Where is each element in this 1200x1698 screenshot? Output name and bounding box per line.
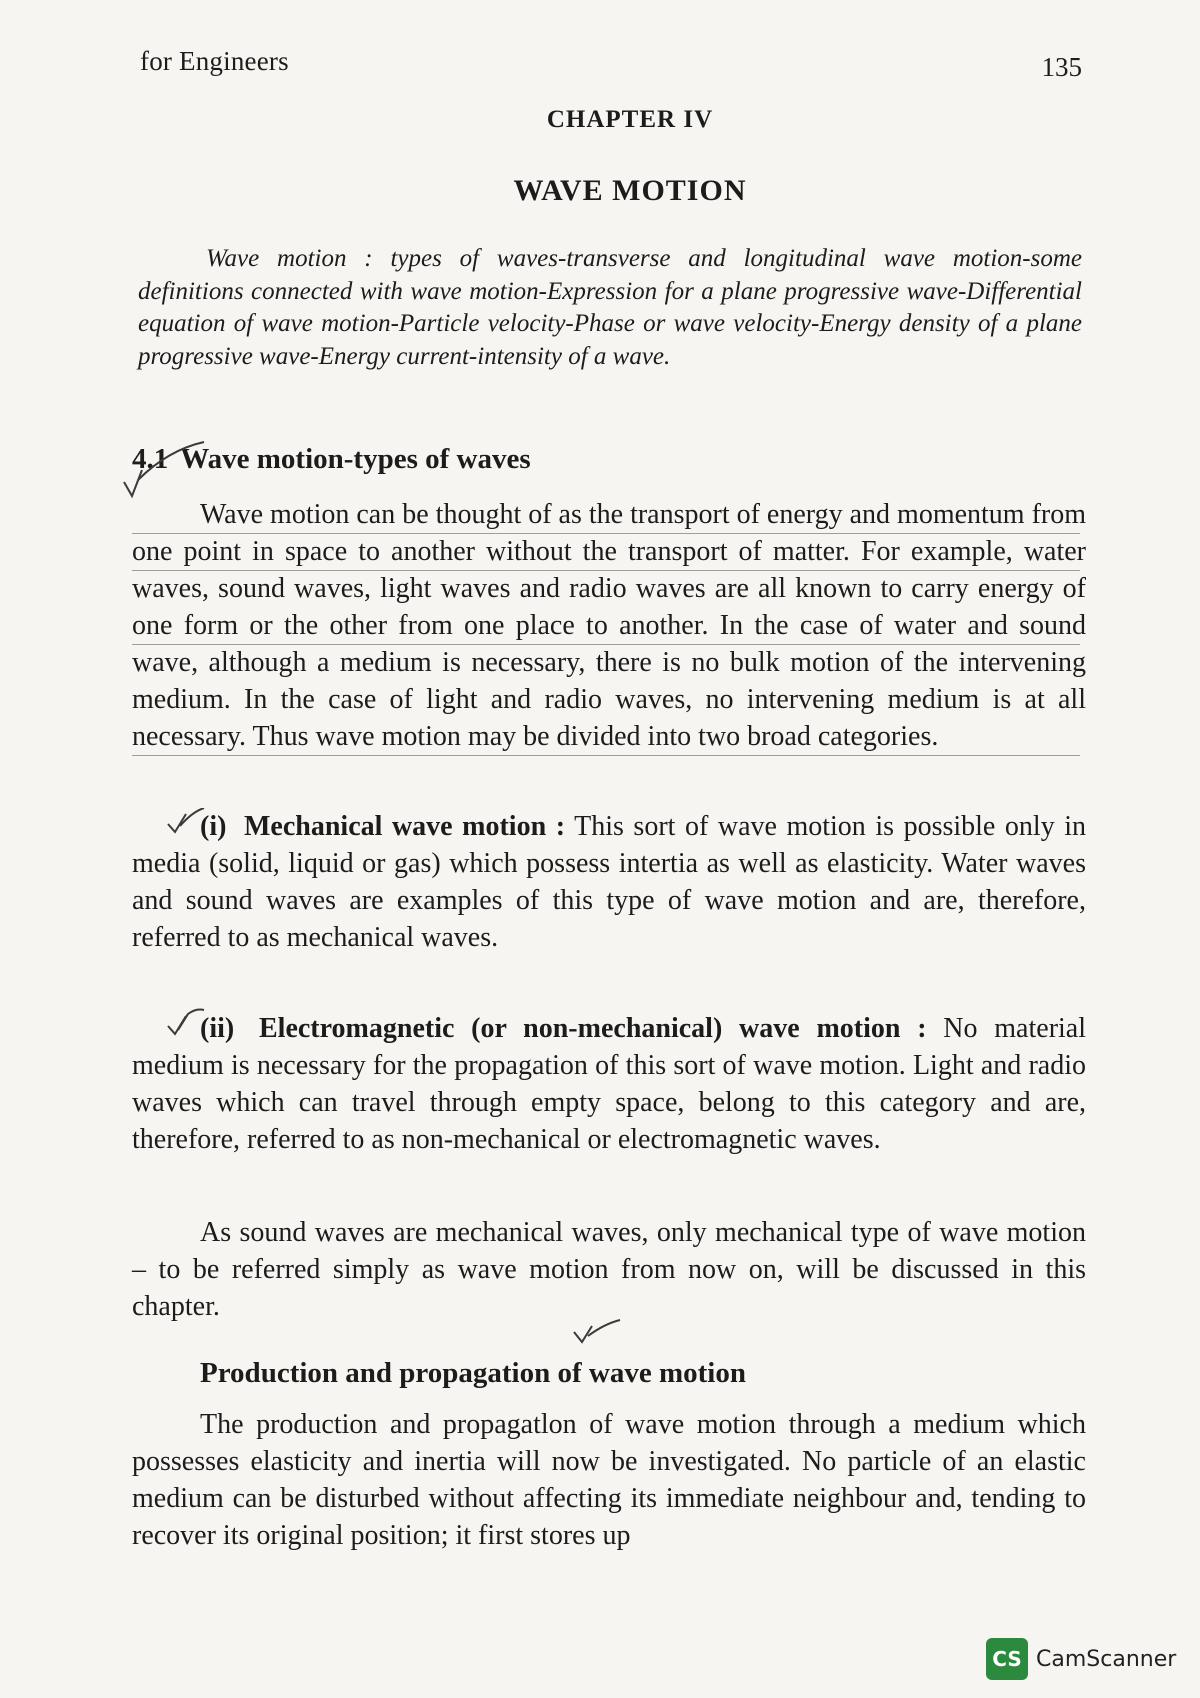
paragraph-production-propagation: The production and propagatlon of wave motion through a medium which possesses elasticity and inertia will now be investigated. No particle of an elastic medium can be disturbed without affecting its immediate neighbour and, tending to recover its original position; it first stores up	[132, 1409, 1086, 1551]
camscanner-watermark	[986, 1638, 1176, 1680]
section-title: Wave motion-types of waves	[180, 443, 531, 475]
handwritten-tick-mark	[118, 440, 208, 500]
pencil-underline	[132, 533, 1080, 534]
item-text-mechanical: This sort of wave motion is possible only in media (solid, liquid or gas) which possess intertia as well as elasticity. Water waves and sound waves are examples of this type of wave motion and are, therefore, referred to as mechanical waves.	[132, 811, 1087, 953]
item-text-electromagnetic: No material medium is necessary for the propagation of this sort of wave motion. Light and radio waves which can travel through empty space, belong to this category and are, therefore, referred to as non-mechanical or electromagnetic waves.	[132, 1013, 1087, 1155]
paragraph-scope-note: As sound waves are mechanical waves, only mechanical type of wave motion – to be referred simply as wave motion from now on, will be discussed in this chapter.	[132, 1217, 1086, 1322]
item-label-ii: (ii)	[200, 1013, 235, 1044]
camscanner-label: CamScanner	[1036, 1646, 1177, 1672]
pencil-underline	[132, 755, 1080, 756]
chapter-title: WAVE MOTION	[513, 174, 747, 207]
page-number: 135	[1041, 52, 1082, 82]
handwritten-tick-mark	[572, 1318, 622, 1348]
paragraph-electromagnetic-wave	[132, 1010, 1086, 1158]
running-head: for Engineers	[140, 46, 289, 76]
section-number: 4.1	[132, 443, 169, 475]
chapter-synopsis: Wave motion : types of waves-transverse and longitudinal wave motion-some definitions connected with wave motion-Expression for a plane progressive wave-Differential equation of wave motion-Particle velocity-Phase or wave velocity-Energy density of a plane progressive wave-Energy current-intensity of a wave.	[138, 245, 1082, 370]
chapter-label: CHAPTER IV	[546, 106, 714, 133]
paragraph-wave-motion-intro: Wave motion can be thought of as the transport of energy and momentum from one point in space to another without the transport of matter. For example, water waves, sound waves, light waves and radio waves are all known to carry energy of one form or the other from one place to another. In the case of water and sound wave, although a medium is necessary, there is no bulk motion of the intervening medium. In the case of light and radio waves, no intervening medium is at all necessary. Thus wave motion may be divided into two broad categories.	[132, 499, 1087, 752]
pencil-underline	[132, 570, 1080, 571]
item-title-mechanical: Mechanical wave motion :	[244, 811, 566, 842]
camscanner-logo-icon: CS	[986, 1638, 1028, 1680]
paragraph-mechanical-wave	[132, 808, 1086, 956]
handwritten-tick-mark	[166, 1008, 206, 1042]
item-label-i: (i)	[200, 811, 227, 842]
subsection-heading: Production and propagation of wave motion	[200, 1357, 746, 1389]
item-title-electromagnetic: Electromagnetic (or non-mechanical) wave motion :	[258, 1013, 927, 1044]
pencil-underline	[132, 644, 1080, 645]
handwritten-tick-mark	[166, 808, 206, 838]
